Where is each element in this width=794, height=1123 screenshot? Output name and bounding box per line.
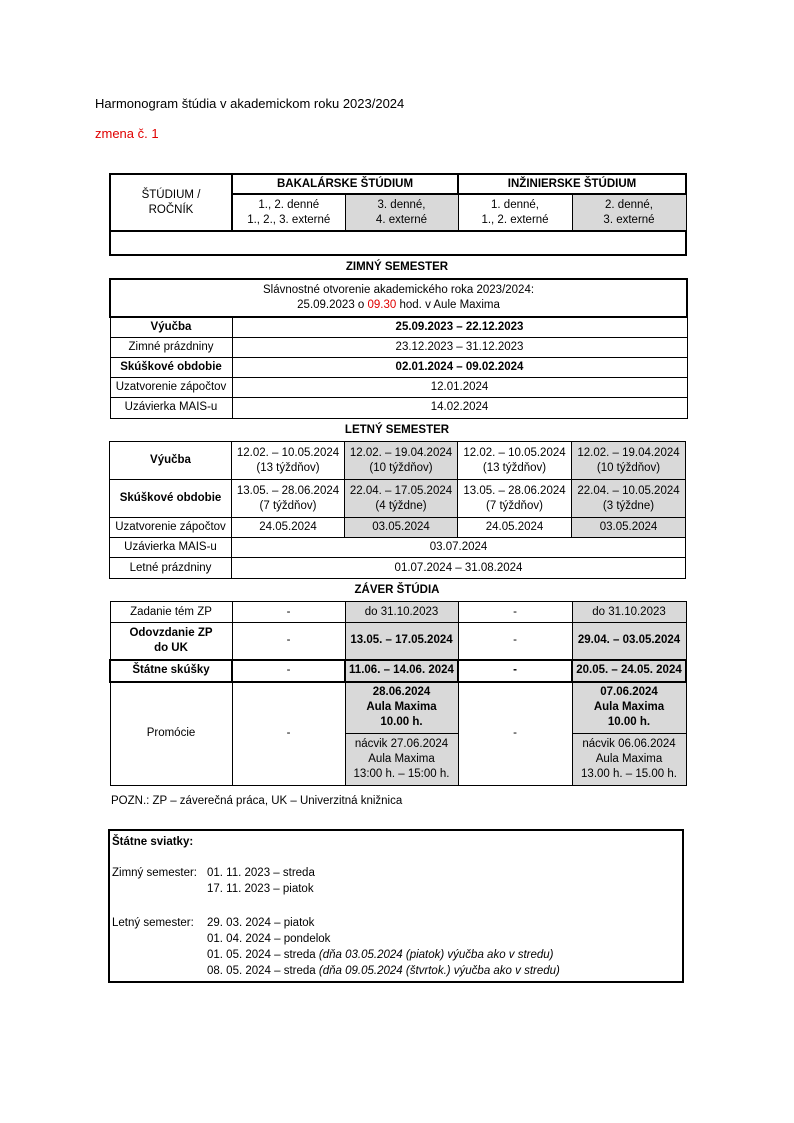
topics-c3: -: [458, 602, 572, 623]
header-table: [109, 173, 687, 256]
summer-credits-c3: 24.05.2024: [458, 518, 572, 538]
summer-holiday-4: [207, 965, 560, 977]
study-year-header: ŠTÚDIUM / ROČNÍK: [110, 174, 232, 231]
summer-holiday-2: 01. 04. 2024 – pondelok: [207, 933, 331, 945]
summer-mais-label: Uzávierka MAIS-u: [110, 538, 232, 558]
winter-credits-label: Uzatvorenie zápočtov: [110, 377, 232, 397]
graduation-c2-rehearsal: nácvik 27.06.2024 Aula Maxima 13:00 h. – 15:00 h.: [345, 734, 458, 786]
state-holidays-box: [108, 829, 684, 983]
winter-credits-value: 12.01.2024: [232, 377, 687, 397]
summer-exams-label: Skúškové obdobie: [110, 480, 232, 518]
change-notice: zmena č. 1: [95, 126, 159, 141]
col3-header: 1. denné, 1., 2. externé: [458, 194, 572, 231]
engineer-header: INŽINIERSKE ŠTÚDIUM: [458, 174, 686, 194]
summer-credits-c4: 03.05.2024: [572, 518, 686, 538]
abbreviations-note: POZN.: ZP – záverečná práca, UK – Univerzitná knižnica: [111, 795, 403, 807]
state-exams-c4: 20.05. – 24.05. 2024: [572, 660, 686, 682]
summer-holiday-3-date: 01. 05. 2024 – streda: [207, 949, 316, 961]
winter-teaching-value: 25.09.2023 – 22.12.2023: [232, 317, 687, 337]
winter-mais-label: Uzávierka MAIS-u: [110, 397, 232, 418]
opening-date: 25.09.2023 o: [297, 299, 365, 311]
opening-place: hod. v Aule Maxima: [399, 299, 500, 311]
col2-header: 3. denné, 4. externé: [345, 194, 458, 231]
summer-holiday-3-note: (dňa 03.05.2024 (piatok) výučba ako v stredu): [318, 949, 554, 961]
state-exams-c1: -: [232, 660, 345, 682]
summer-mais-value: 03.07.2024: [232, 538, 686, 558]
state-exams-c2: 11.06. – 14.06. 2024: [345, 660, 458, 682]
topics-c1: -: [232, 602, 345, 623]
summer-holiday-1: 29. 03. 2024 – piatok: [207, 917, 315, 929]
summer-holidays-label: Letný semester:: [112, 917, 194, 929]
graduation-c3: -: [458, 682, 572, 786]
topics-c2: do 31.10.2023: [345, 602, 458, 623]
page-title: Harmonogram štúdia v akademickom roku 2023/2024: [95, 96, 405, 111]
summer-exams-c2: 22.04. – 17.05.2024 (4 týždne): [345, 480, 458, 518]
state-exams-label: Štátne skúšky: [110, 660, 232, 682]
opening-ceremony: [110, 279, 687, 317]
bachelor-header: BAKALÁRSKE ŠTÚDIUM: [232, 174, 458, 194]
topics-c4: do 31.10.2023: [572, 602, 686, 623]
summer-exams-c1: 13.05. – 28.06.2024 (7 týždňov): [232, 480, 345, 518]
summer-holiday-3: [207, 949, 554, 961]
winter-holidays-value: 23.12.2023 – 31.12.2023: [232, 337, 687, 357]
summer-teaching-c4: 12.02. – 19.04.2024 (10 týždňov): [572, 442, 686, 480]
winter-holiday-2: 17. 11. 2023 – piatok: [207, 883, 314, 895]
summer-exams-c4: 22.04. – 10.05.2024 (3 týždne): [572, 480, 686, 518]
winter-exams-label: Skúškové obdobie: [110, 357, 232, 377]
summer-holidays-value: 01.07.2024 – 31.08.2024: [232, 558, 686, 579]
graduation-c2-main: 28.06.2024 Aula Maxima 10.00 h.: [345, 682, 458, 734]
opening-detail: [111, 298, 686, 313]
opening-line: Slávnostné otvorenie akademického roka 2023/2024:: [262, 284, 535, 296]
summer-teaching-c2: 12.02. – 19.04.2024 (10 týždňov): [345, 442, 458, 480]
graduation-c1: -: [232, 682, 345, 786]
winter-holiday-1: 01. 11. 2023 – streda: [207, 867, 315, 879]
graduation-c4-main: 07.06.2024 Aula Maxima 10.00 h.: [572, 682, 686, 734]
submission-c2: 13.05. – 17.05.2024: [345, 623, 458, 660]
summer-teaching-label: Výučba: [110, 442, 232, 480]
graduation-c4-rehearsal: nácvik 06.06.2024 Aula Maxima 13.00 h. – 15.00 h.: [572, 734, 686, 786]
opening-time: 09.30: [367, 299, 397, 311]
winter-teaching-label: Výučba: [110, 317, 232, 337]
graduation-label: Promócie: [110, 682, 232, 786]
summer-holiday-4-note: (dňa 09.05.2024 (štvrtok.) výučba ako v stredu): [318, 965, 560, 977]
header-spacer-row: [110, 231, 686, 255]
final-section-title: ZÁVER ŠTÚDIA: [354, 584, 440, 596]
winter-holidays-label: Zimné prázdniny: [110, 337, 232, 357]
winter-holidays-label: Zimný semester:: [112, 867, 197, 879]
winter-section-title: ZIMNÝ SEMESTER: [345, 261, 449, 273]
winter-table: [109, 278, 688, 419]
final-table: [109, 601, 687, 786]
holidays-heading: Štátne sviatky:: [112, 836, 194, 848]
summer-section-title: LETNÝ SEMESTER: [344, 424, 450, 436]
submission-c4: 29.04. – 03.05.2024: [572, 623, 686, 660]
submission-c1: -: [232, 623, 345, 660]
submission-label: Odovzdanie ZP do UK: [110, 623, 232, 660]
winter-exams-value: 02.01.2024 – 09.02.2024: [232, 357, 687, 377]
summer-exams-c3: 13.05. – 28.06.2024 (7 týždňov): [458, 480, 572, 518]
summer-teaching-c3: 12.02. – 10.05.2024 (13 týždňov): [458, 442, 572, 480]
summer-credits-label: Uzatvorenie zápočtov: [110, 518, 232, 538]
summer-holidays-label: Letné prázdniny: [110, 558, 232, 579]
topics-label: Zadanie tém ZP: [110, 602, 232, 623]
winter-mais-value: 14.02.2024: [232, 397, 687, 418]
summer-credits-c1: 24.05.2024: [232, 518, 345, 538]
col1-header: 1., 2. denné 1., 2., 3. externé: [232, 194, 345, 231]
submission-c3: -: [458, 623, 572, 660]
col4-header: 2. denné, 3. externé: [572, 194, 686, 231]
summer-teaching-c1: 12.02. – 10.05.2024 (13 týždňov): [232, 442, 345, 480]
summer-holiday-4-date: 08. 05. 2024 – streda: [207, 965, 316, 977]
summer-table: [109, 441, 686, 579]
summer-credits-c2: 03.05.2024: [345, 518, 458, 538]
state-exams-c3: -: [458, 660, 572, 682]
